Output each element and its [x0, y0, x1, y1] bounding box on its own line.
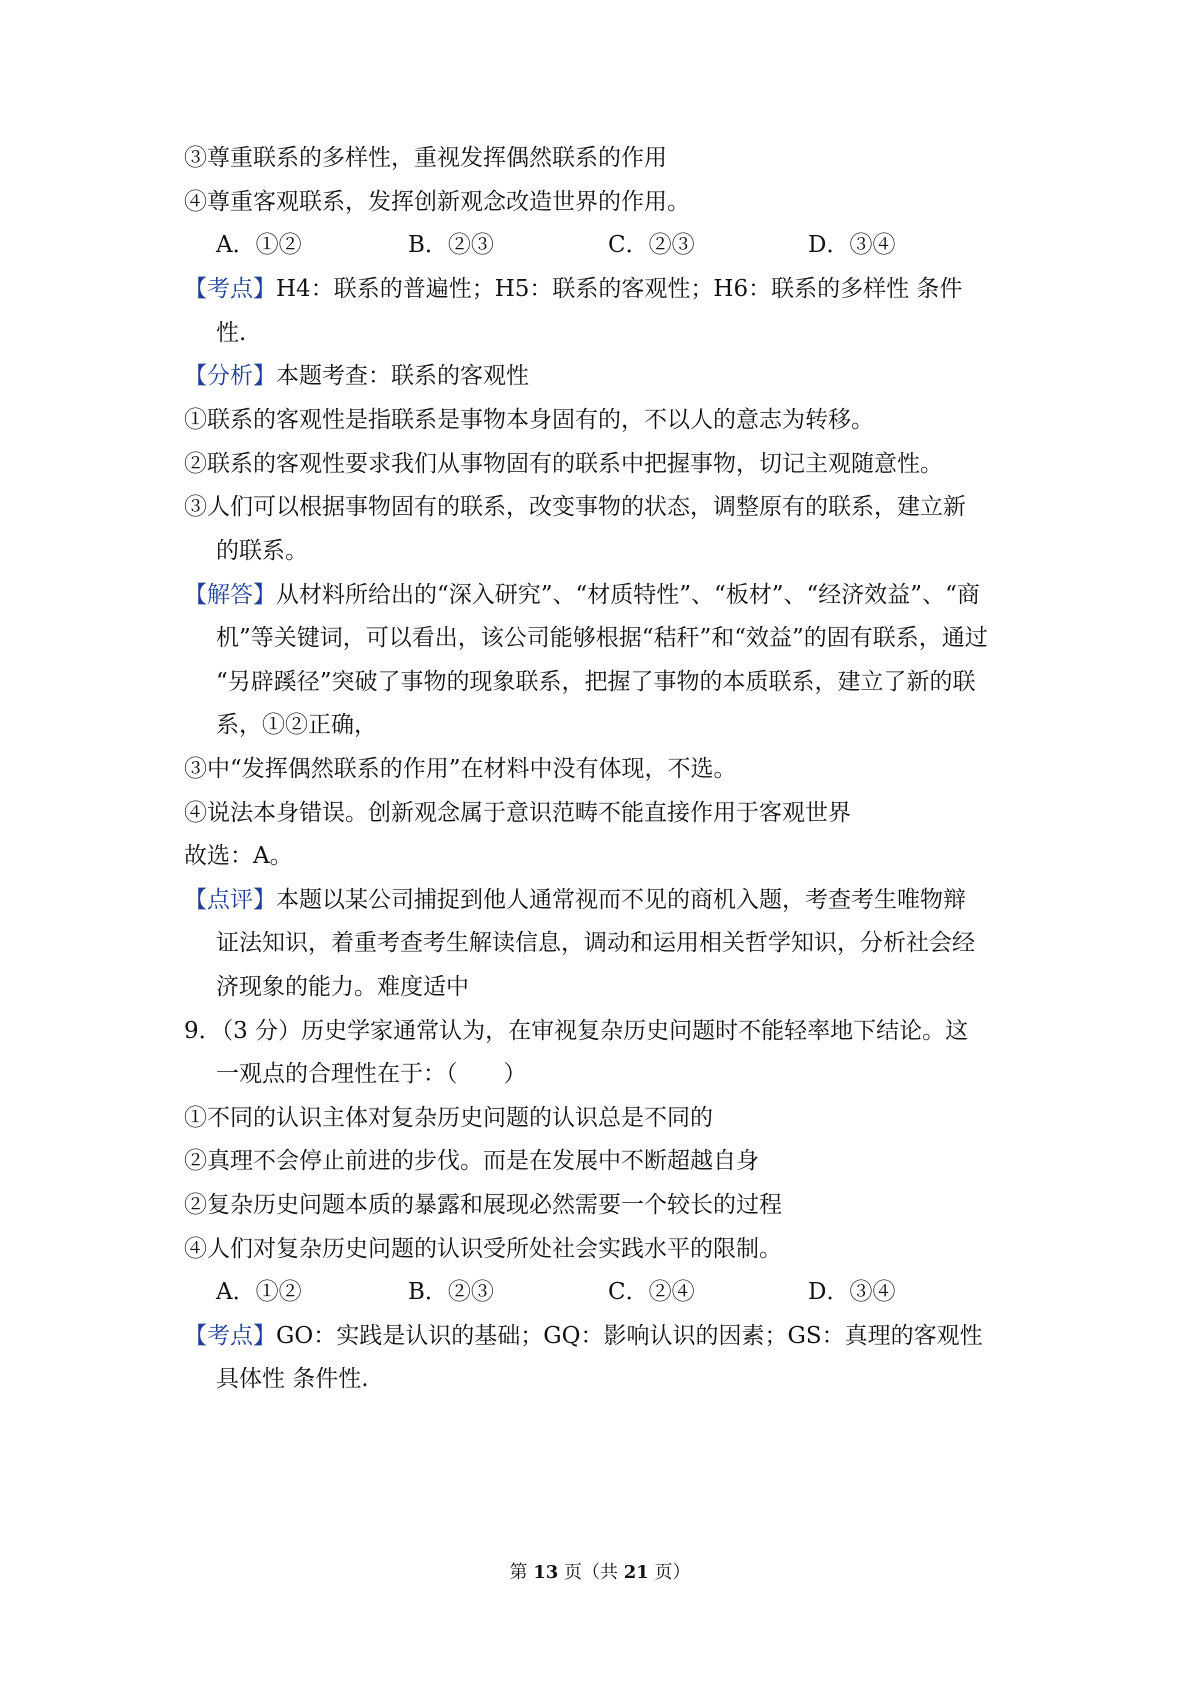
page-footer — [0, 1561, 1200, 1585]
jieda-tag: 【解答】 — [184, 582, 276, 608]
q8-fenxi-p2: ②联系的客观性要求我们从事物固有的联系中把握事物，切记主观随意性。 — [184, 451, 943, 477]
q9-kaodian-cont: 具体性 条件性. — [216, 1366, 369, 1392]
q9-item-3: ②复杂历史问题本质的暴露和展现必然需要一个较长的过程 — [184, 1192, 782, 1218]
q8-kaodian-cont: 性. — [216, 320, 247, 346]
q9-option-b: B．②③ — [408, 1279, 494, 1305]
q8-dianping-l2: 证法知识，着重考查考生解读信息，调动和运用相关哲学知识，分析社会经 — [216, 930, 975, 956]
q9-stem-cont: 一观点的合理性在于：（ ） — [216, 1061, 527, 1087]
q8-dianping-l3: 济现象的能力。难度适中 — [216, 974, 469, 1000]
page-total: 21 — [623, 1562, 649, 1583]
q8-jieda-l3: “另辟蹊径”突破了事物的现象联系，把握了事物的本质联系，建立了新的联 — [216, 669, 976, 695]
q9-option-a: A．①② — [216, 1279, 302, 1305]
q8-fenxi-p3: ③人们可以根据事物固有的联系，改变事物的状态，调整原有的联系，建立新 — [184, 494, 966, 520]
q8-option-d: D．③④ — [808, 232, 896, 258]
dianping-tag: 【点评】 — [184, 887, 276, 913]
page-number: 13 — [533, 1562, 559, 1583]
q9-kaodian-text: GO：实践是认识的基础；GQ：影响认识的因素；GS：真理的客观性 — [276, 1323, 983, 1349]
q8-dianping — [184, 885, 1040, 915]
q8-answer: 故选：A。 — [184, 843, 293, 869]
q8-option-c: C．②③ — [608, 232, 695, 258]
q8-fenxi-p1: ①联系的客观性是指联系是事物本身固有的，不以人的意志为转移。 — [184, 407, 874, 433]
q8-jieda-l5: ③中“发挥偶然联系的作用”在材料中没有体现，不选。 — [184, 756, 737, 782]
q8-fenxi-p3-cont: 的联系。 — [216, 538, 308, 564]
q8-jieda-l2: 机”等关键词，可以看出，该公司能够根据“秸秆”和“效益”的固有联系，通过 — [216, 625, 988, 651]
q8-kaodian — [184, 274, 1040, 304]
q8-jieda — [184, 580, 1040, 610]
q9-stem: 9．（3 分）历史学家通常认为，在审视复杂历史问题时不能轻率地下结论。这 — [184, 1018, 969, 1044]
q8-item-4: ④尊重客观联系，发挥创新观念改造世界的作用。 — [184, 189, 690, 215]
q8-option-b: B．②③ — [408, 232, 494, 258]
q9-option-c: C．②④ — [608, 1279, 695, 1305]
kaodian-tag: 【考点】 — [184, 276, 276, 302]
dianping-text: 本题以某公司捕捉到他人通常视而不见的商机入题，考查考生唯物辩 — [276, 887, 966, 913]
q9-option-d: D．③④ — [808, 1279, 896, 1305]
q9-item-2: ②真理不会停止前进的步伐。而是在发展中不断超越自身 — [184, 1148, 759, 1174]
footer-suffix: 页） — [648, 1562, 691, 1583]
q8-item-3: ③尊重联系的多样性，重视发挥偶然联系的作用 — [184, 145, 667, 171]
q9-item-1: ①不同的认识主体对复杂历史问题的认识总是不同的 — [184, 1105, 713, 1131]
q8-jieda-l4: 系，①②正确， — [216, 712, 377, 738]
q8-fenxi — [184, 361, 1040, 391]
q9-kaodian — [184, 1321, 1040, 1351]
footer-prefix: 第 — [509, 1562, 534, 1583]
footer-mid: 页（共 — [558, 1562, 624, 1583]
fenxi-intro: 本题考查：联系的客观性 — [276, 363, 529, 389]
jieda-text: 从材料所给出的“深入研究”、“材质特性”、“板材”、“经济效益”、“商 — [276, 582, 980, 608]
q8-jieda-l6: ④说法本身错误。创新观念属于意识范畴不能直接作用于客观世界 — [184, 800, 851, 826]
fenxi-tag: 【分析】 — [184, 363, 276, 389]
q9-kaodian-tag: 【考点】 — [184, 1323, 276, 1349]
q9-item-4: ④人们对复杂历史问题的认识受所处社会实践水平的限制。 — [184, 1236, 782, 1262]
q8-option-a: A．①② — [216, 232, 302, 258]
kaodian-text: H4：联系的普遍性；H5：联系的客观性；H6：联系的多样性 条件 — [276, 276, 963, 302]
